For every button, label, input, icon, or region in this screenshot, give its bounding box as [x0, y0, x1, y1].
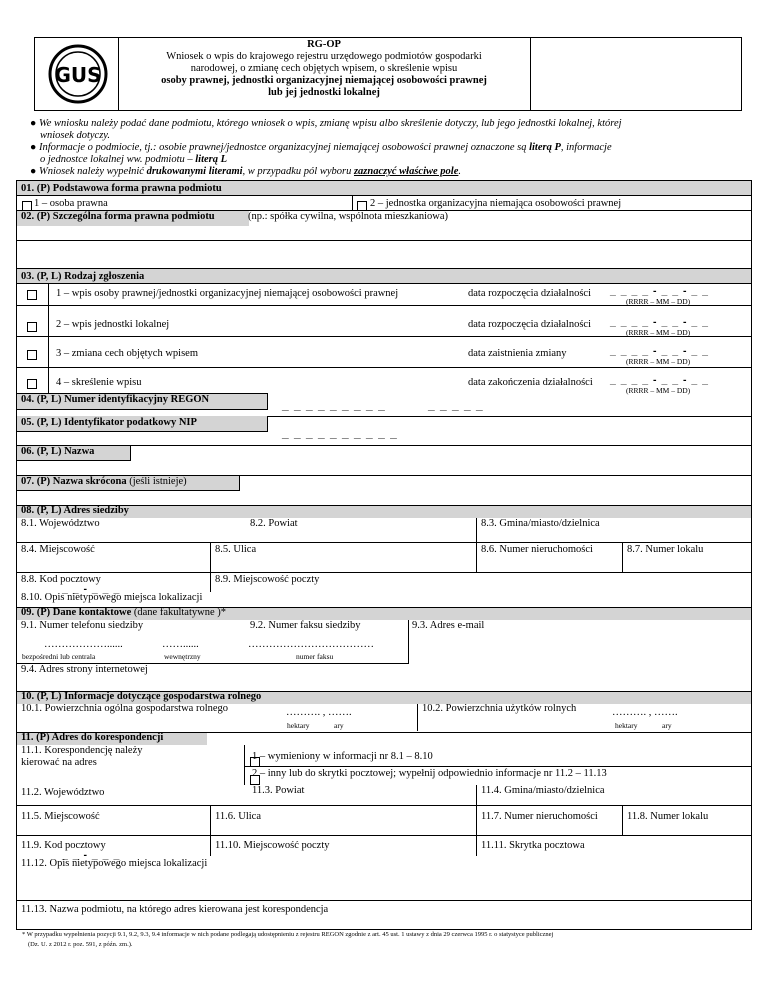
phone-field[interactable]: ………………......: [44, 639, 123, 650]
date-field-3[interactable]: _ _ _ _ - _ _ - _ _: [610, 345, 709, 357]
header-line2: narodowej, o zmianę cech objętych wpisem, o skreślenie wpisu: [190, 63, 458, 74]
date-field-4[interactable]: _ _ _ _ - _ _ - _ _: [610, 374, 709, 386]
area-agri-field[interactable]: ………. , …….: [612, 707, 678, 718]
s03-checkbox-1[interactable]: [27, 290, 37, 300]
note-1: ● We wniosku należy podać dane podmiotu, którego wniosek o wpis, zmianę wpisu albo skreślenie dotyczy, lub jego jednostki lokalnej, której: [30, 118, 622, 129]
section-07-title: 07. (P) Nazwa skrócona (jeśli istnieje): [21, 476, 187, 487]
phone-ext-field[interactable]: ……......: [162, 639, 199, 650]
section-10-title: 10. (P, L) Informacje dotyczące gospodarstwa rolnego: [21, 691, 262, 702]
area-total-field[interactable]: ………. , …….: [286, 707, 352, 718]
section-11-title: 11. (P) Adres do korespondencji: [21, 732, 164, 743]
note-2: ● Informacje o podmiocie, tj.: osobie prawnej/jednostce organizacyjnej niemającej osobowości prawnej oznaczone są literą P, informacje: [30, 142, 612, 153]
nip-field[interactable]: _ _ _ _ _ _ _ _ _ _: [282, 426, 398, 440]
gus-logo: [48, 44, 108, 104]
s03-checkbox-4[interactable]: [27, 379, 37, 389]
s03-checkbox-2[interactable]: [27, 322, 37, 332]
note-3: ● Wniosek należy wypełnić drukowanymi literami, w przypadku pól wyboru zaznaczyć właściwe pole.: [30, 166, 461, 177]
header-line1: Wniosek o wpis do krajowego rejestru urzędowego podmiotów gospodarki: [166, 51, 482, 62]
footnote-line2: (Dz. U. z 2012 r. poz. 591, z późn. zm.).: [28, 941, 133, 948]
section-06-title: 06. (P, L) Nazwa: [21, 446, 95, 457]
section-01-title: 01. (P) Podstawowa forma prawna podmiotu: [17, 180, 751, 196]
date-field-1[interactable]: _ _ _ _ - _ _ - _ _: [610, 285, 709, 297]
svg-text:GUS: GUS: [54, 63, 102, 87]
header-line4: lub jej jednostki lokalnej: [268, 87, 380, 98]
header-line3: osoby prawnej, jednostki organizacyjnej niemającej osobowości prawnej: [161, 75, 487, 86]
section-04-title: 04. (P, L) Numer identyfikacyjny REGON: [21, 394, 210, 405]
section-05-title: 05. (P, L) Identyfikator podatkowy NIP: [21, 417, 197, 428]
section-08-title: 08. (P, L) Adres siedziby: [21, 505, 129, 516]
fax-field[interactable]: ………………………………: [248, 639, 374, 650]
s03-checkbox-3[interactable]: [27, 350, 37, 360]
regon-field-2[interactable]: _ _ _ _ _: [428, 398, 484, 412]
date-field-2[interactable]: _ _ _ _ - _ _ - _ _: [610, 316, 709, 328]
footnote-line1: * W przypadku wypełnienia pozycji 9.1, 9.2, 9.3, 9.4 informacje w nich podane podlegają udostępnieniu z rejestru REGON zgodnie z art. 45 ust. 1 ustawy z dnia 29 czerwca 1995 r. o statystyce publicznej: [22, 931, 554, 938]
postal-code-8[interactable]: _ _ - _ _ _: [62, 583, 121, 595]
regon-field-1[interactable]: _ _ _ _ _ _ _ _ _: [282, 398, 386, 412]
section-03-title: 03. (P, L) Rodzaj zgłoszenia: [17, 268, 751, 284]
form-code: RG-OP: [307, 39, 341, 50]
section-09-title: 09. (P) Dane kontaktowe (dane fakultatywne )*: [21, 607, 227, 618]
postal-code-11[interactable]: _ _ - _ _ _: [62, 849, 121, 861]
